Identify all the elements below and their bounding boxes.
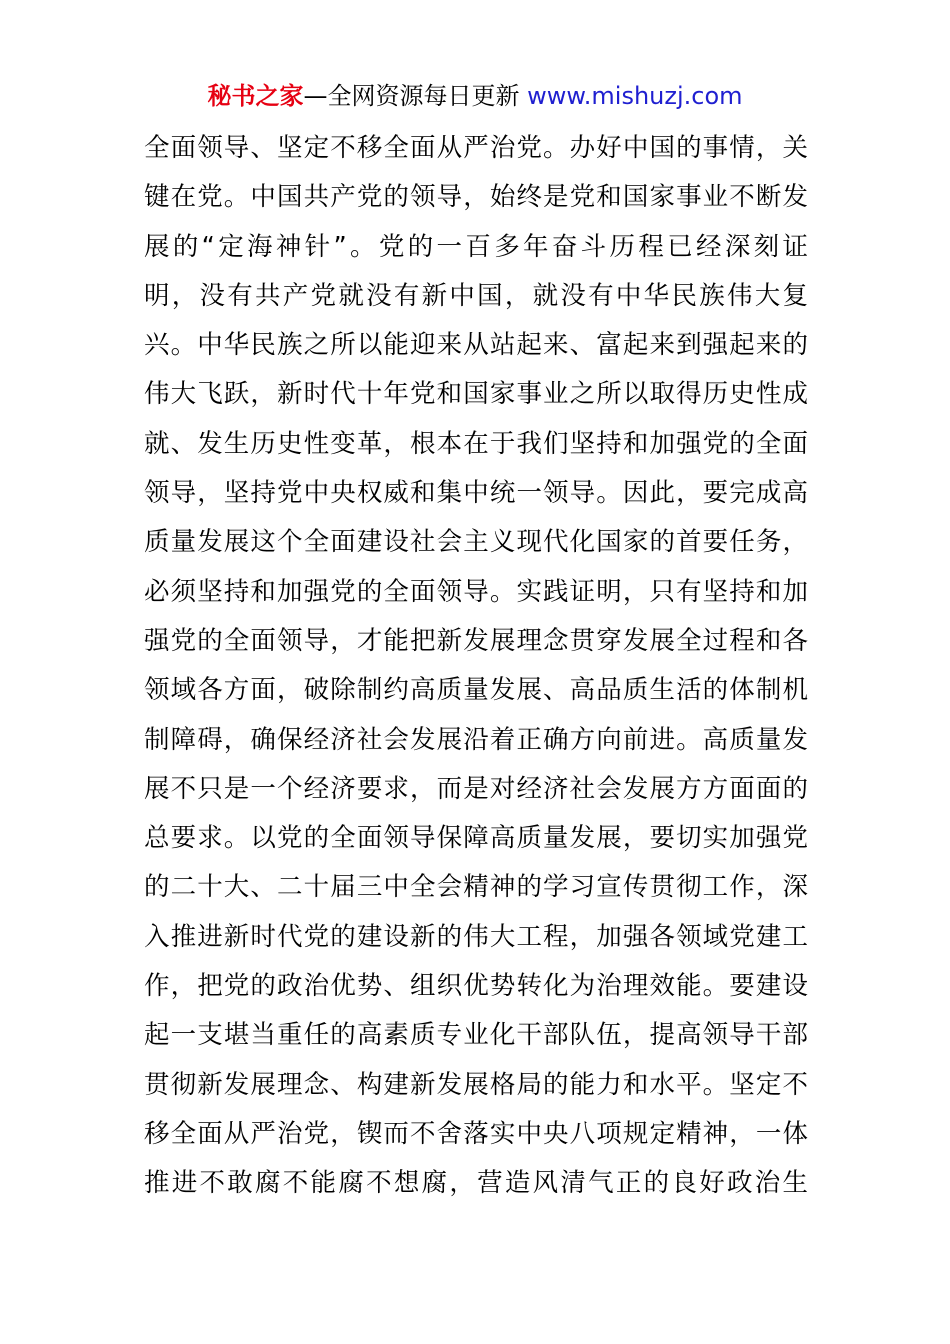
text-line: 必须坚持和加强党的全面领导。实践证明，只有坚持和加 xyxy=(144,576,808,607)
text-line: 入推进新时代党的建设新的伟大工程，加强各领域党建工 xyxy=(144,921,808,952)
text-line: 展不只是一个经济要求，而是对经济社会发展方方面面的 xyxy=(144,773,808,804)
text-line: 起一支堪当重任的高素质专业化干部队伍，提高领导干部 xyxy=(144,1020,808,1051)
text-line: 推进不敢腐不能腐不想腐，营造风清气正的良好政治生 xyxy=(144,1168,808,1199)
text-line: 强党的全面领导，才能把新发展理念贯穿发展全过程和各 xyxy=(144,625,808,656)
text-line: 明，没有共产党就没有新中国，就没有中华民族伟大复 xyxy=(144,280,808,311)
document-body xyxy=(144,124,808,1209)
text-line: 领导，坚持党中央权威和集中统一领导。因此，要完成高 xyxy=(144,478,808,509)
header-tagline: —全网资源每日更新 xyxy=(303,82,520,110)
text-line: 兴。中华民族之所以能迎来从站起来、富起来到强起来的 xyxy=(144,330,808,361)
brand-name: 秘书之家 xyxy=(207,82,304,110)
text-line: 制障碍，确保经济社会发展沿着正确方向前进。高质量发 xyxy=(144,724,808,755)
text-line: 伟大飞跃，新时代十年党和国家事业之所以取得历史性成 xyxy=(144,379,808,410)
text-line: 移全面从严治党，锲而不舍落实中央八项规定精神，一体 xyxy=(144,1118,808,1149)
page-header xyxy=(0,80,950,112)
text-line: 质量发展这个全面建设社会主义现代化国家的首要任务， xyxy=(144,527,808,558)
text-line: 键在党。中国共产党的领导，始终是党和国家事业不断发 xyxy=(144,182,808,213)
text-line: 展的“定海神针”。党的一百多年奋斗历程已经深刻证 xyxy=(144,231,808,262)
text-line: 贯彻新发展理念、构建新发展格局的能力和水平。坚定不 xyxy=(144,1069,808,1100)
text-line: 全面领导、坚定不移全面从严治党。办好中国的事情，关 xyxy=(144,133,808,163)
text-line: 总要求。以党的全面领导保障高质量发展，要切实加强党 xyxy=(144,823,808,854)
text-line: 的二十大、二十届三中全会精神的学习宣传贯彻工作，深 xyxy=(144,872,808,903)
text-line: 就、发生历史性变革，根本在于我们坚持和加强党的全面 xyxy=(144,428,808,459)
text-line: 领域各方面，破除制约高质量发展、高品质生活的体制机 xyxy=(144,675,808,706)
text-line: 作，把党的政治优势、组织优势转化为治理效能。要建设 xyxy=(144,971,808,1002)
site-url-link[interactable]: www.mishuzj.com xyxy=(527,82,743,110)
